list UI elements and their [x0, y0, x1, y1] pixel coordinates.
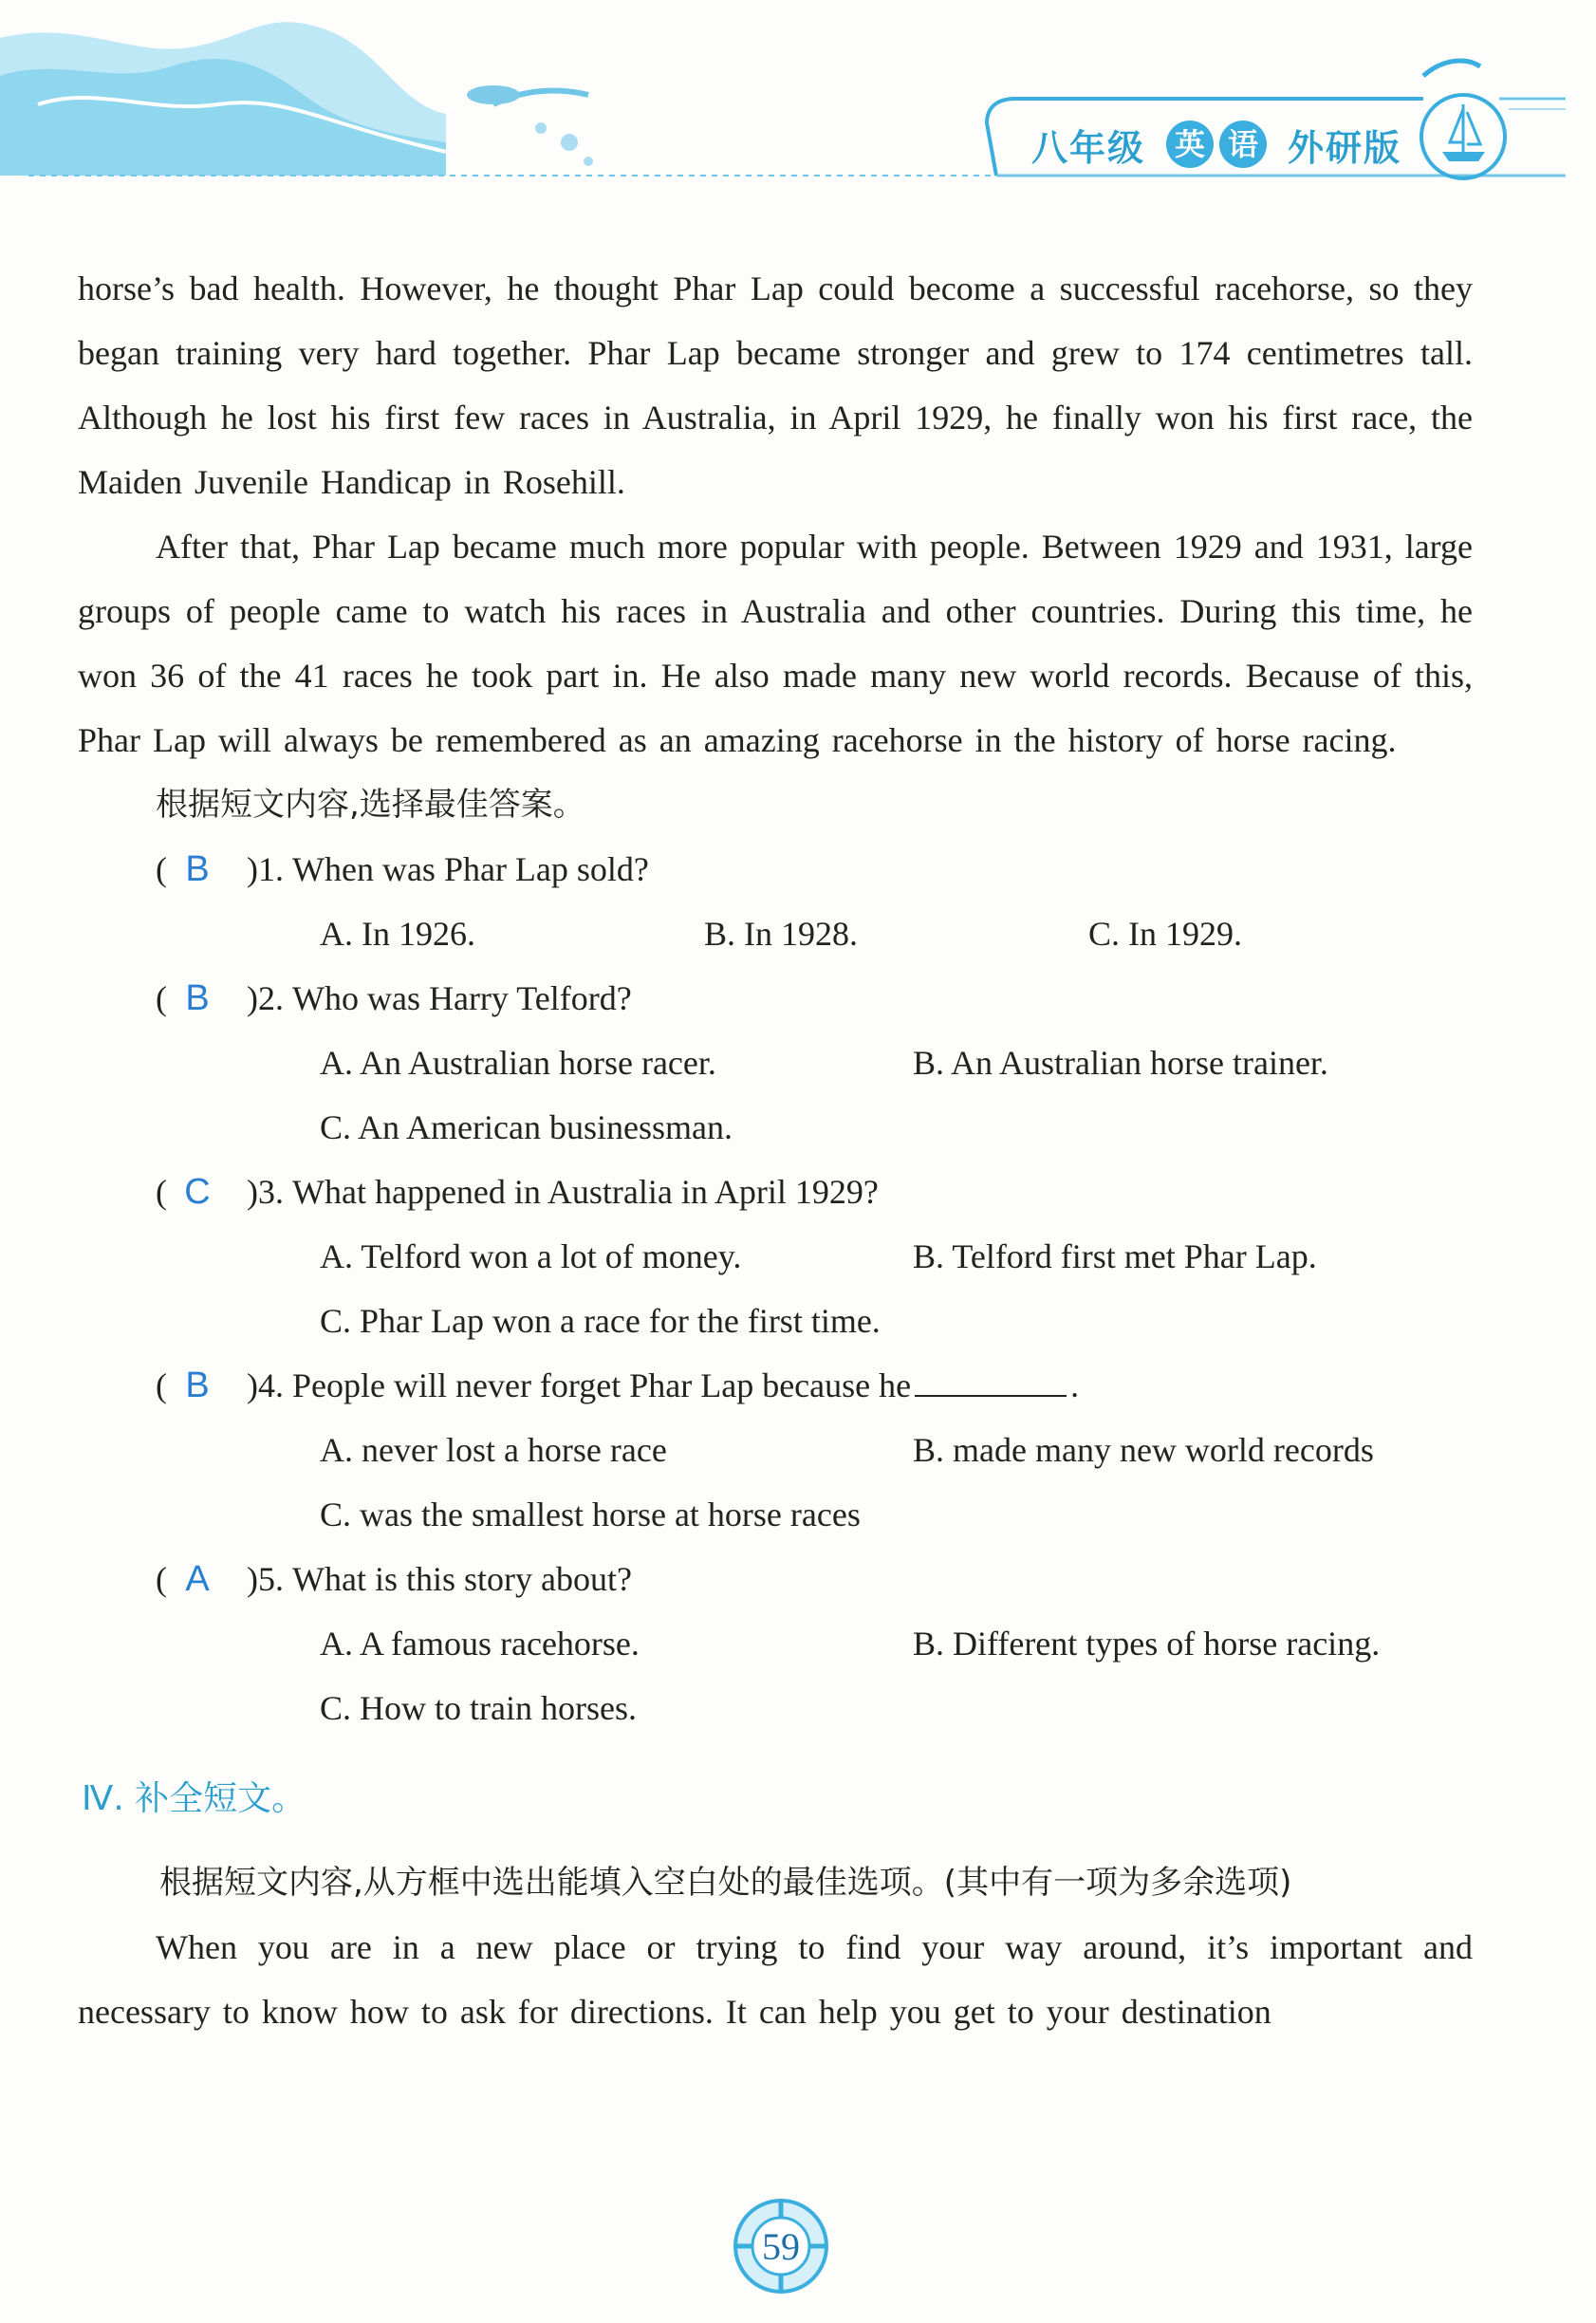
question-text: What happened in Australia in April 1929?	[292, 1173, 879, 1211]
option-a: A. A famous racehorse.	[320, 1625, 640, 1663]
question-number: )2.	[247, 979, 284, 1017]
question-1	[156, 837, 1473, 901]
option-b: B. An Australian horse trainer.	[913, 1044, 1328, 1082]
question-5	[156, 1547, 1473, 1611]
grade-label: 八年级	[1031, 126, 1146, 169]
option-c: C. An American businessman.	[320, 1108, 733, 1146]
bracket-open: (	[156, 850, 167, 888]
option-a: A. never lost a horse race	[320, 1431, 667, 1469]
option-b: B. In 1928.	[704, 915, 858, 953]
option-c: C. Phar Lap won a race for the first time.	[320, 1302, 881, 1340]
option-c: C. In 1929.	[1088, 915, 1242, 953]
answer-letter: A	[185, 1559, 210, 1599]
answer-bracket	[156, 1547, 247, 1611]
subject-char-1: 英	[1166, 121, 1214, 168]
page-number-badge	[729, 2194, 833, 2298]
page-number: 59	[762, 2224, 800, 2268]
option-c: C. was the smallest horse at horse races	[320, 1496, 861, 1533]
edition-label: 外研版	[1288, 126, 1402, 169]
option-a: A. An Australian horse racer.	[320, 1044, 716, 1082]
question-number: )3.	[247, 1173, 284, 1211]
answer-letter: B	[185, 849, 210, 889]
passage-paragraph-1: horse’s bad health. However, he thought Phar Lap could become a successful racehorse, so they began training very hard together. Phar Lap became stronger and grew to 174 centimetres tall. Although he lost his first few races in Australia, in April 1929, he finally won his first race, the Maiden Juvenile Handicap in Rosehill.	[78, 269, 1473, 501]
question-text: Who was Harry Telford?	[292, 979, 632, 1017]
section-4-passage: When you are in a new place or trying to find your way around, it’s important and necessary to know how to ask for directions. It can help you get to your destination	[78, 1928, 1473, 2031]
option-b: B. Telford first met Phar Lap.	[913, 1237, 1317, 1275]
section-4-instruction: 根据短文内容,从方框中选出能填入空白处的最佳选项。(其中有一项为多余选项)	[159, 1864, 1292, 1902]
option-c: C. How to train horses.	[320, 1689, 637, 1727]
question-4-options-row2	[320, 1482, 1473, 1547]
question-number: )4.	[247, 1366, 284, 1404]
question-text: What is this story about?	[292, 1560, 632, 1598]
question-text: When was Phar Lap sold?	[292, 850, 649, 888]
page-header	[0, 0, 1596, 190]
fill-blank	[915, 1366, 1067, 1397]
book-brand	[992, 106, 1523, 182]
question-5-options-row1	[320, 1611, 1473, 1676]
answer-letter: C	[184, 1172, 211, 1212]
question-5-options-row2	[320, 1676, 1473, 1740]
question-tail: .	[1070, 1366, 1080, 1404]
question-number: )1.	[247, 850, 284, 888]
bracket-open: (	[156, 1173, 167, 1211]
question-2-options-row2	[320, 1095, 1473, 1160]
option-a: A. In 1926.	[320, 915, 475, 953]
bracket-open: (	[156, 1560, 167, 1598]
question-4-options-row1	[320, 1418, 1473, 1482]
question-3	[156, 1160, 1473, 1224]
bracket-open: (	[156, 979, 167, 1017]
question-2	[156, 966, 1473, 1031]
subject-badges	[1166, 121, 1267, 168]
question-1-options	[320, 901, 1473, 966]
answer-bracket	[156, 1353, 247, 1418]
page-content	[78, 256, 1473, 2044]
answer-bracket	[156, 966, 247, 1031]
section-4-title: Ⅳ. 补全短文。	[82, 1779, 306, 1818]
question-number: )5.	[247, 1560, 284, 1598]
option-b: B. Different types of horse racing.	[913, 1625, 1381, 1663]
answer-letter: B	[185, 978, 210, 1018]
subject-char-2: 语	[1219, 121, 1267, 168]
question-text: People will never forget Phar Lap because he	[292, 1366, 912, 1404]
question-4	[156, 1353, 1473, 1418]
option-b: B. made many new world records	[913, 1431, 1374, 1469]
answer-bracket	[156, 837, 247, 901]
question-instruction: 根据短文内容,选择最佳答案。	[156, 786, 585, 824]
bracket-open: (	[156, 1366, 167, 1404]
question-3-options-row1	[320, 1224, 1473, 1289]
option-a: A. Telford won a lot of money.	[320, 1237, 742, 1275]
passage-paragraph-2: After that, Phar Lap became much more popular with people. Between 1929 and 1931, large groups of people came to watch his races in Australia and other countries. During this time, he won 36 of the 41 races he took part in. He also made many new world records. Because of this, Phar Lap will always be remembered as an amazing racehorse in the history of horse racing.	[78, 528, 1473, 759]
question-2-options-row1	[320, 1031, 1473, 1095]
answer-bracket	[156, 1160, 247, 1224]
question-3-options-row2	[320, 1289, 1473, 1353]
answer-letter: B	[185, 1366, 210, 1405]
